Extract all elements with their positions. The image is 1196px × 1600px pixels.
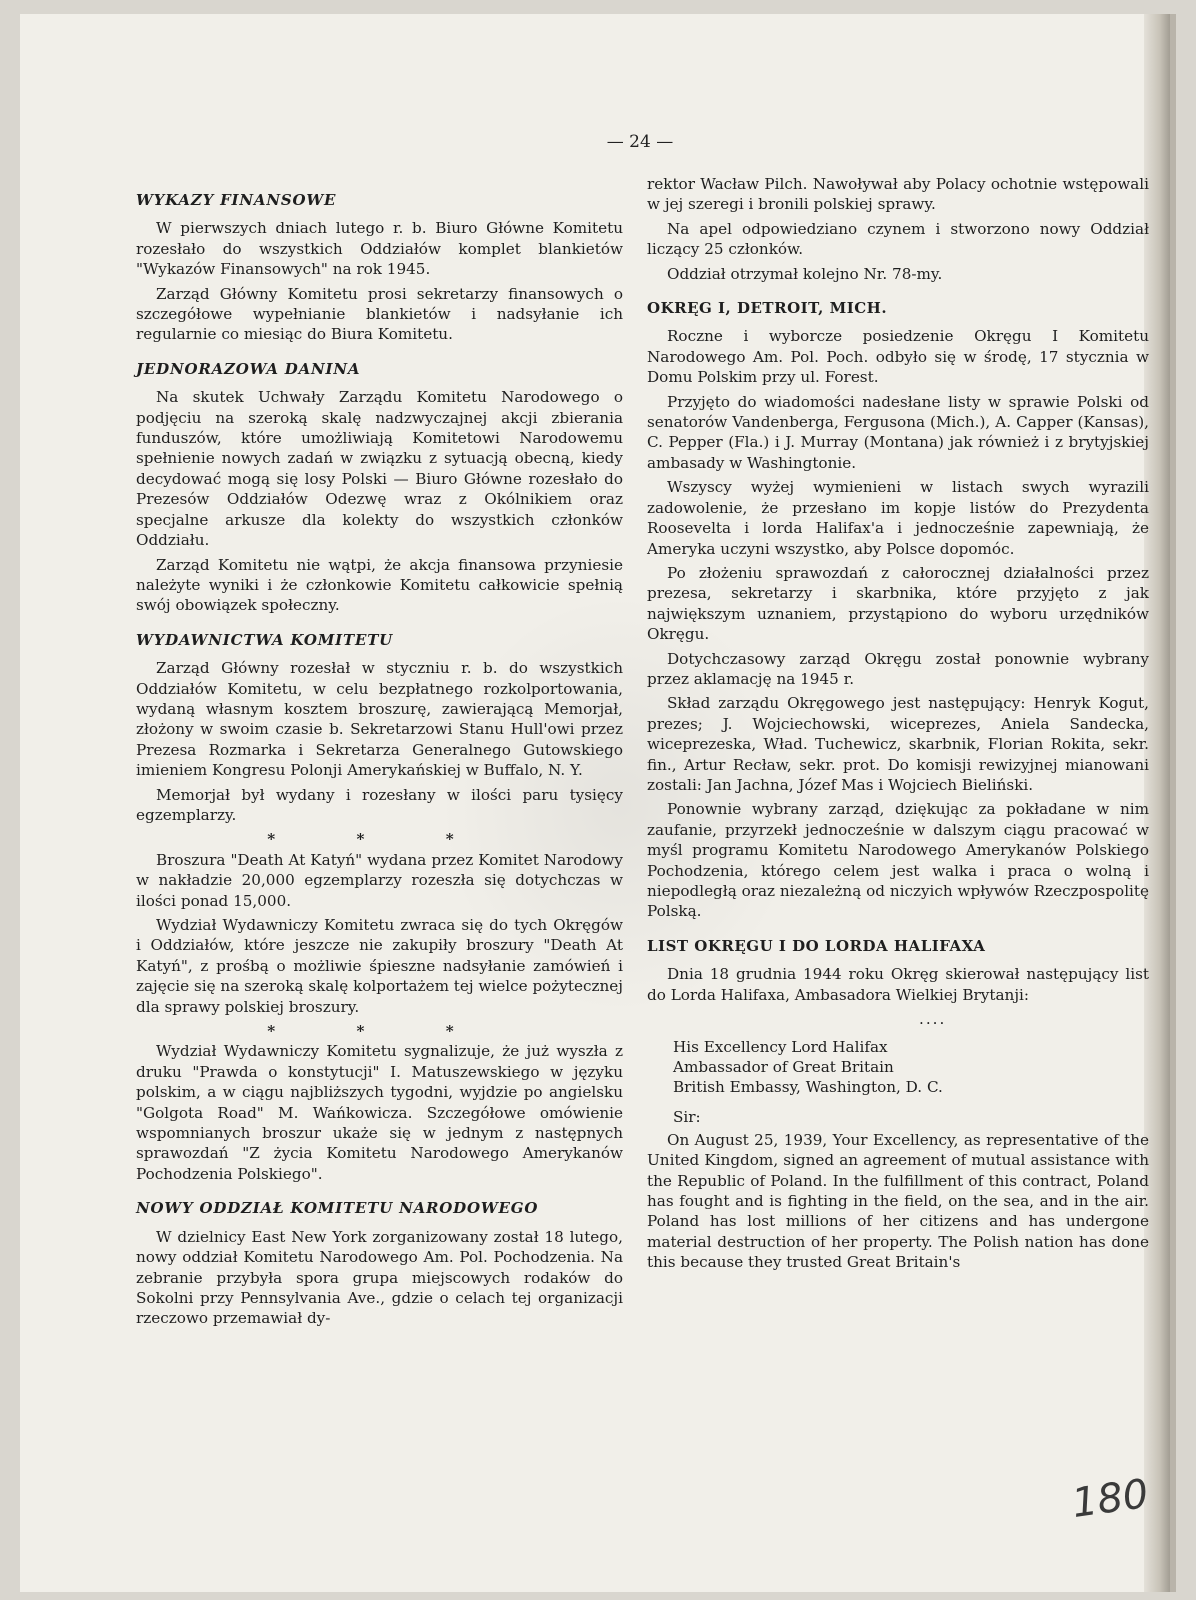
paragraph: Zarząd Główny rozesłał w styczniu r. b. do wszystkich Oddziałów Komitetu, w celu bezpłatnego rozkolportowania, wydaną własnym kosztem broszurę, zawierającą Memorjał, złożony w swoim czasie b. Sekretarzowi Stanu Hull'owi przez Prezesa Rozmarka i Sekretarza Generalnego Gutowskiego imieniem Kongresu Polonji Amerykańskiej w Buffalo, N. Y. xyxy=(136,659,623,780)
paragraph: Memorjał był wydany i rozesłany w ilości paru tysięcy egzemplarzy. xyxy=(136,785,623,824)
handwritten-page-number: 180 xyxy=(1069,1470,1152,1528)
paragraph: Roczne i wyborcze posiedzenie Okręgu I Komitetu Narodowego Am. Pol. Poch. odbyło się w środę, 17 stycznia w Domu Polskim przy ul. Forest. xyxy=(647,327,1149,387)
paragraph: Ponownie wybrany zarząd, dziękując za pokładane w nim zaufanie, przyrzekł jednocześnie w dalszym ciągu pracować w myśl programu Komitetu Narodowego Amerykanów Polskiego Pochodzenia, którego celem jest walka i praca o wolną i niepodległą oraz niezależną od niczyich wpływów Rzeczpospolitę Polską. xyxy=(647,800,1149,921)
paragraph: Zarząd Główny Komitetu prosi sekretarzy finansowych o szczegółowe wypełnianie blankietów i nadsyłanie ich regularnie co miesiąc do Biura Komitetu. xyxy=(136,284,623,344)
paragraph: Skład zarządu Okręgowego jest następujący: Henryk Kogut, prezes; J. Wojciechowski, wiceprezes, Aniela Sandecka, wiceprezeska, Wład. Tuchewicz, skarbnik, Florian Rokita, sekr. fin., Artur Recław, sekr. prot. Do komisji rewizyjnej mianowani zostali: Jan Jachna, Józef Mas i Wojciech Bieliński. xyxy=(647,694,1149,794)
paragraph: Na skutek Uchwały Zarządu Komitetu Narodowego o podjęciu na szeroką skalę nadzwyczajnej akcji zbierania funduszów, które umożliwiają Komitetowi Narodowemu spełnienie nowych zadań w związku z sytuacją obecną, kiedy decydować mogą się losy Polski — Biuro Główne rozesłało do Prezesów Oddziałów Odezwę wraz z Okólnikiem oraz specjalne arkusze dla kolekty do wszystkich członków Oddziału. xyxy=(136,388,623,550)
paragraph: Przyjęto do wiadomości nadesłane listy w sprawie Polski od senatorów Vandenberga, Fergusona (Mich.), A. Capper (Kansas), C. Pepper (Fla.) i J. Murray (Montana) jak również i z brytyjskiej ambasady w Washingtonie. xyxy=(647,392,1149,472)
paragraph: Dnia 18 grudnia 1944 roku Okręg skierował następujący list do Lorda Halifaxa, Ambasadora Wielkiej Brytanji: xyxy=(647,965,1149,1004)
paragraph: Zarząd Komitetu nie wątpi, że akcja finansowa przyniesie należyte wyniki i że członkowie Komitetu całkowicie spełnią swój obowiązek społeczny. xyxy=(136,555,623,615)
document-page xyxy=(20,14,1176,1592)
address-line: Ambassador of Great Britain xyxy=(673,1058,894,1077)
section-heading-list-halifax: LIST OKRĘGU I DO LORDA HALIFAXA xyxy=(647,936,986,955)
section-divider-stars: * * * xyxy=(267,830,492,849)
paragraph: Na apel odpowiedziano czynem i stworzono nowy Oddział liczący 25 członków. xyxy=(647,219,1149,259)
paragraph: Wydział Wydawniczy Komitetu zwraca się do tych Okręgów i Oddziałów, które jeszcze nie zakupiły broszury "Death At Katyń", z prośbą o możliwie śpieszne nadsyłanie zamówień i zajęcie się na szeroką skalę kolportażem tej wielce pożytecznej dla sprawy polskiej broszury. xyxy=(136,916,623,1016)
left-column xyxy=(136,190,623,1333)
paragraph: Wydział Wydawniczy Komitetu sygnalizuje, że już wyszła z druku "Prawda o konstytucji" I. Matuszewskiego w języku polskim, a w ciągu najbliższych tygodni, wyjdzie po angielsku "Golgota Road" M. Wańkowicza. Szczegółowe omówienie wspomnianych broszur ukaże się w jednym z następnych sprawozdań "Z życia Komitetu Narodowego Amerykanów Pochodzenia Polskiego". xyxy=(136,1042,623,1183)
paragraph: Oddział otrzymał kolejno Nr. 78-my. xyxy=(667,264,943,283)
letter-paragraph: On August 25, 1939, Your Excellency, as representative of the United Kingdom, signed an agreement of mutual assistance with the Republic of Poland. In the fulfillment of this contract, Poland has fought and is fighting in the field, on the sea, and in the air. Poland has lost millions of her citizens and has undergone material destruction of her property. The Polish nation has done this because they trusted Great Britain's xyxy=(647,1130,1149,1272)
section-divider-stars: * * * xyxy=(267,1022,492,1041)
section-heading-detroit: OKRĘG I, DETROIT, MICH. xyxy=(647,299,888,318)
paragraph: W pierwszych dniach lutego r. b. Biuro Główne Komitetu rozesłało do wszystkich Oddziałów komplet blankietów "Wykazów Finansowych" na rok 1945. xyxy=(136,219,623,279)
letter-address-block xyxy=(673,1037,1149,1097)
paragraph: Wszyscy wyżej wymienieni w listach swych wyrazili zadowolenie, że przesłano im kopje listów do Prezydenta Roosevelta i lorda Halifax'a i jednocześnie zapewniają, że Ameryka uczyni wszystko, aby Polsce dopomóc. xyxy=(647,478,1149,558)
paragraph: W dzielnicy East New York zorganizowany został 18 lutego, nowy oddział Komitetu Narodowego Am. Pol. Pochodzenia. Na zebranie przybyła spora grupa miejscowych rodaków do Sokolni przy Pennsylvania Ave., gdzie o celach tej organizacji rzeczowo przemawiał dy- xyxy=(136,1227,623,1328)
ellipsis-mark: .... xyxy=(919,1010,947,1029)
letter-salutation: Sir: xyxy=(673,1108,701,1127)
address-line: His Excellency Lord Halifax xyxy=(673,1038,888,1057)
section-heading-wykazy: WYKAZY FINANSOWE xyxy=(136,191,337,209)
page-number: — 24 — xyxy=(606,132,674,152)
paragraph: Po złożeniu sprawozdań z całorocznej działalności przez prezesa, sekretarzy i skarbnika, które przyjęto z jak największym uznaniem, przystąpiono do wyboru urzędników Okręgu. xyxy=(647,563,1149,644)
section-heading-wydawnictwa: WYDAWNICTWA KOMITETU xyxy=(136,630,394,649)
paragraph-continued: rektor Wacław Pilch. Nawoływał aby Polacy ochotnie wstępowali w jej szeregi i bronili polskiej sprawy. xyxy=(647,175,1149,214)
paragraph: Dotychczasowy zarząd Okręgu został ponownie wybrany przez aklamację na 1945 r. xyxy=(647,649,1149,688)
address-line: British Embassy, Washington, D. C. xyxy=(673,1078,943,1097)
right-column xyxy=(647,174,1149,1277)
section-heading-danina: JEDNORAZOWA DANINA xyxy=(136,359,361,378)
section-heading-nowy-oddzial: NOWY ODDZIAŁ KOMITETU NARODOWEGO xyxy=(136,1199,539,1218)
paragraph: Broszura "Death At Katyń" wydana przez Komitet Narodowy w nakładzie 20,000 egzemplarzy rozeszła się dotychczas w ilości ponad 15,000. xyxy=(136,850,623,910)
